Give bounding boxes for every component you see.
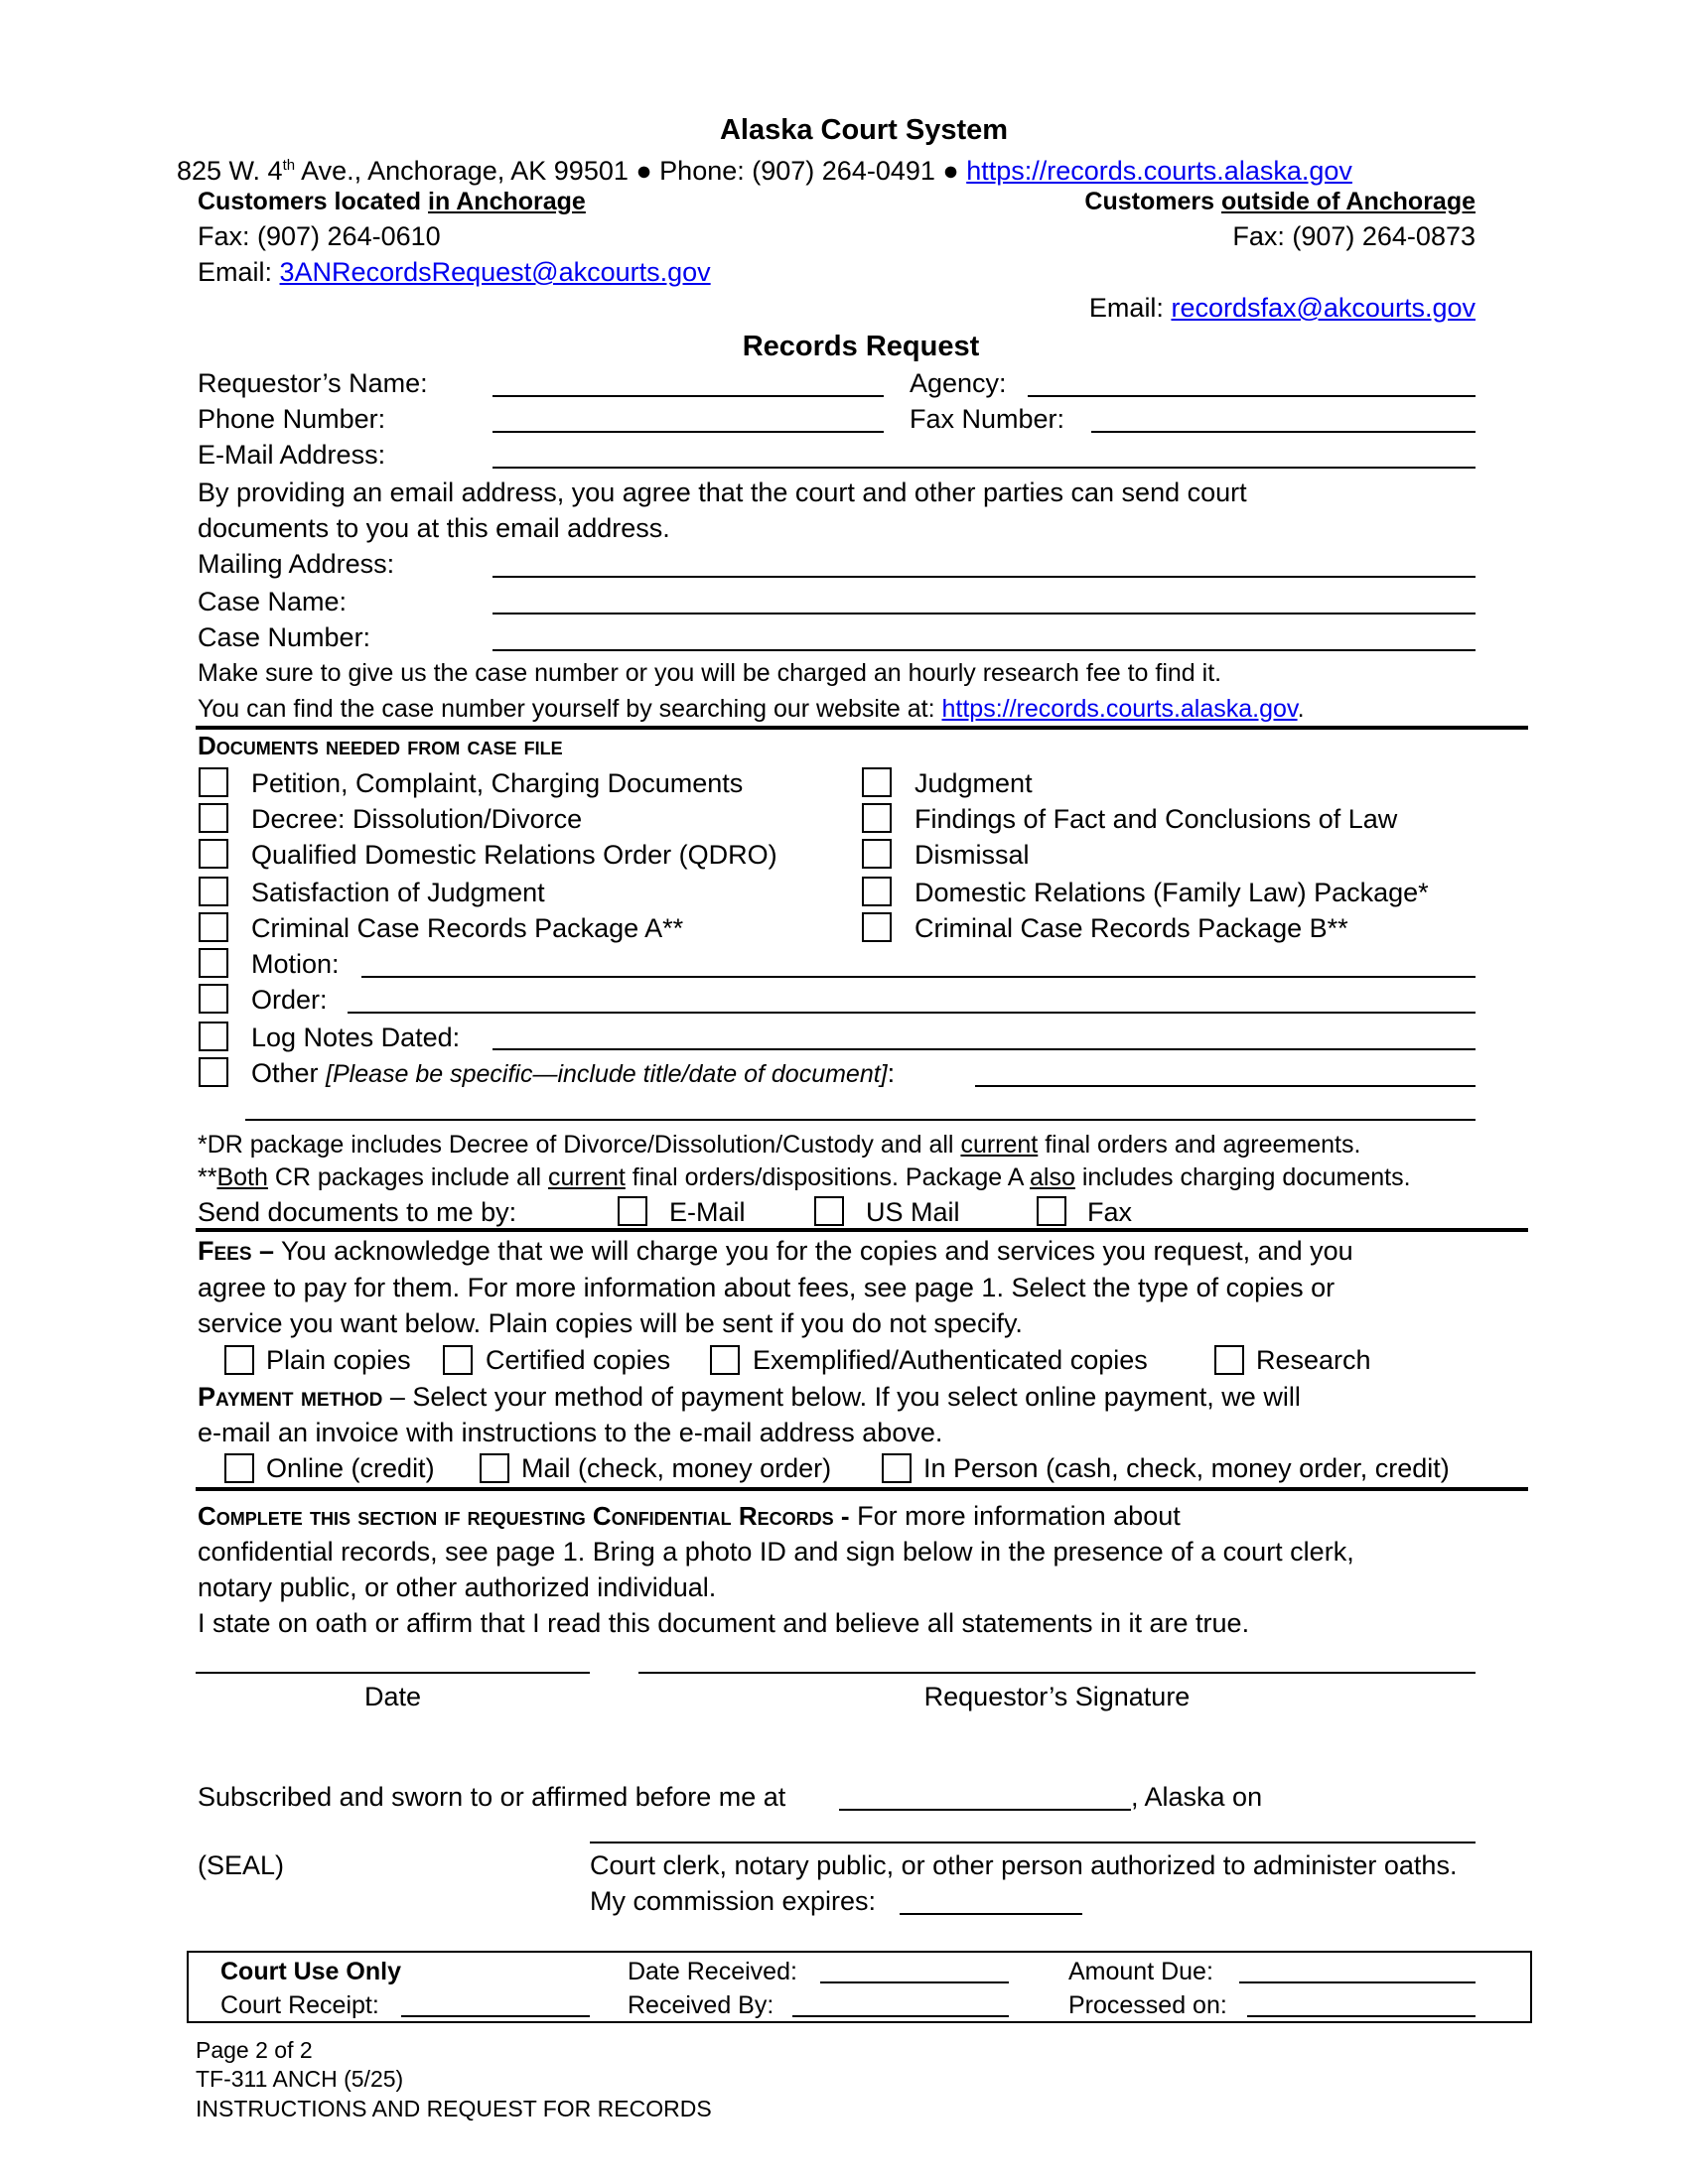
outside-fax: Fax: (907) 264-0873: [1232, 221, 1476, 251]
signature-label: Requestor’s Signature: [923, 1682, 1191, 1711]
exemplified-copies-label: Exemplified/Authenticated copies: [753, 1345, 1148, 1375]
address-line: [177, 149, 1352, 188]
anchorage-email-link[interactable]: 3ANRecordsRequest@akcourts.gov: [279, 257, 711, 287]
commission-field[interactable]: [900, 1913, 1082, 1915]
section-divider: [196, 1228, 1528, 1232]
commission-label: My commission expires:: [590, 1886, 877, 1916]
email-notice-2: documents to you at this email address.: [198, 513, 670, 543]
case-notice: Make sure to give us the case number or you will be charged an hourly research fee to find it.: [198, 659, 1222, 687]
satisfaction-label: Satisfaction of Judgment: [251, 878, 545, 907]
label-text: Customers located: [198, 188, 429, 215]
payment-text: – Select your method of payment below. If you select online payment, we will: [382, 1382, 1301, 1412]
other-field-continued[interactable]: [245, 1119, 1476, 1121]
form-title-footer: INSTRUCTIONS AND REQUEST FOR RECORDS: [196, 2096, 712, 2121]
page-number: Page 2 of 2: [196, 2037, 313, 2063]
mail-payment-label: Mail (check, money order): [521, 1453, 832, 1483]
cr-package-a-label: Criminal Case Records Package A**: [251, 913, 684, 943]
note-text: **: [198, 1163, 217, 1191]
note-underlined: current: [548, 1163, 626, 1191]
anchorage-email: [198, 255, 711, 289]
satisfaction-checkbox[interactable]: [199, 877, 228, 906]
log-notes-field[interactable]: [492, 1048, 1476, 1050]
research-label: Research: [1256, 1345, 1371, 1375]
requestor-name-field[interactable]: [492, 395, 884, 397]
petition-checkbox[interactable]: [199, 767, 228, 797]
address-text: 825 W. 4: [177, 156, 283, 186]
payment-text-2: e-mail an invoice with instructions to the e-mail address above.: [198, 1418, 943, 1447]
decree-checkbox[interactable]: [199, 803, 228, 833]
location-field[interactable]: [839, 1809, 1131, 1811]
court-receipt-label: Court Receipt:: [220, 1991, 379, 2019]
processed-on-label: Processed on:: [1068, 1991, 1227, 2019]
research-checkbox[interactable]: [1214, 1345, 1244, 1375]
form-id: TF-311 ANCH (5/25): [196, 2066, 404, 2092]
send-email-label: E-Mail: [669, 1197, 746, 1227]
qdro-checkbox[interactable]: [199, 839, 228, 869]
note-text: final orders/dispositions. Package A: [625, 1163, 1030, 1191]
email-notice: By providing an email address, you agree that the court and other parties can send court: [198, 478, 1247, 507]
dr-package-checkbox[interactable]: [862, 877, 892, 906]
outside-email: [1089, 291, 1476, 325]
mailing-label: Mailing Address:: [198, 549, 395, 579]
dr-package-note: [198, 1128, 1360, 1161]
online-payment-checkbox[interactable]: [224, 1453, 254, 1483]
case-name-label: Case Name:: [198, 587, 348, 616]
fees-text: You acknowledge that we will charge you for the copies and services you request, and you: [274, 1236, 1353, 1266]
payment-paragraph: [198, 1380, 1301, 1414]
signature-field[interactable]: [638, 1672, 1476, 1674]
confidential-text-3: notary public, or other authorized individual.: [198, 1572, 717, 1602]
cr-package-b-label: Criminal Case Records Package B**: [914, 913, 1348, 943]
motion-label: Motion:: [251, 949, 340, 979]
certified-copies-label: Certified copies: [486, 1345, 671, 1375]
judgment-label: Judgment: [914, 768, 1033, 798]
label-underlined: outside of Anchorage: [1220, 188, 1476, 215]
online-payment-label: Online (credit): [266, 1453, 435, 1483]
requestor-name-label: Requestor’s Name:: [198, 368, 428, 398]
processed-on-field[interactable]: [1247, 2015, 1476, 2017]
address-rest: Ave., Anchorage, AK 99501 ● Phone: (907) 264-0491 ●: [295, 156, 967, 186]
plain-copies-label: Plain copies: [266, 1345, 411, 1375]
exemplified-copies-checkbox[interactable]: [710, 1345, 740, 1375]
petition-label: Petition, Complaint, Charging Documents: [251, 768, 744, 798]
cr-package-b-checkbox[interactable]: [862, 912, 892, 942]
mail-payment-checkbox[interactable]: [480, 1453, 509, 1483]
note-text: includes charging documents.: [1074, 1163, 1411, 1191]
case-search-notice: [198, 692, 1305, 726]
date-label: Date: [363, 1682, 422, 1711]
case-name-field[interactable]: [492, 613, 1476, 614]
case-number-label: Case Number:: [198, 622, 371, 652]
decree-label: Decree: Dissolution/Divorce: [251, 804, 583, 834]
other-text: Other: [251, 1058, 327, 1088]
judgment-checkbox[interactable]: [862, 767, 892, 797]
dismissal-checkbox[interactable]: [862, 839, 892, 869]
received-by-field[interactable]: [792, 2015, 1009, 2017]
other-colon: :: [887, 1058, 896, 1088]
alaska-on-label: , Alaska on: [1131, 1782, 1263, 1812]
amount-due-label: Amount Due:: [1068, 1958, 1213, 1985]
address-sup: th: [282, 157, 296, 174]
agency-label: Agency:: [910, 368, 1007, 398]
received-by-label: Received By:: [628, 1991, 774, 2019]
oath-statement: I state on oath or affirm that I read this document and believe all statements in it are true.: [198, 1608, 1250, 1638]
other-field[interactable]: [975, 1085, 1476, 1087]
send-fax-label: Fax: [1087, 1197, 1133, 1227]
motion-field[interactable]: [361, 976, 1476, 978]
outside-email-link[interactable]: recordsfax@akcourts.gov: [1171, 293, 1476, 323]
note-underlined: also: [1030, 1163, 1075, 1191]
court-receipt-field[interactable]: [401, 2015, 590, 2017]
email-label: Email:: [198, 257, 280, 287]
dr-package-label: Domestic Relations (Family Law) Package*: [914, 878, 1429, 907]
order-checkbox[interactable]: [199, 984, 228, 1014]
in-person-payment-checkbox[interactable]: [882, 1453, 912, 1483]
fees-heading: Fees –: [198, 1236, 275, 1266]
clerk-signature-field[interactable]: [590, 1842, 1476, 1843]
send-mail-checkbox[interactable]: [814, 1196, 844, 1226]
fees-paragraph: [198, 1234, 1353, 1268]
outside-customers-label: [1084, 185, 1476, 218]
send-mail-label: US Mail: [866, 1197, 960, 1227]
log-notes-label: Log Notes Dated:: [251, 1023, 461, 1052]
case-number-field[interactable]: [492, 649, 1476, 651]
confidential-text-2: confidential records, see page 1. Bring a photo ID and sign below in the presence of a court clerk,: [198, 1537, 1354, 1567]
phone-label: Phone Number:: [198, 404, 386, 434]
date-received-label: Date Received:: [628, 1958, 797, 1985]
dismissal-label: Dismissal: [914, 840, 1030, 870]
other-hint: [Please be specific—include title/date of document]: [326, 1060, 888, 1088]
confidential-text: For more information about: [849, 1501, 1181, 1531]
fees-text-2: agree to pay for them. For more information about fees, see page 1. Select the type of copies or: [198, 1273, 1336, 1302]
note-underlined: current: [960, 1131, 1039, 1159]
form-title: Records Request: [742, 331, 980, 362]
email-label: E-Mail Address:: [198, 440, 386, 470]
mailing-field[interactable]: [492, 576, 1476, 578]
agency-field[interactable]: [1028, 395, 1476, 397]
website-link[interactable]: https://records.courts.alaska.gov: [966, 156, 1352, 186]
qdro-label: Qualified Domestic Relations Order (QDRO): [251, 840, 777, 870]
seal-label: (SEAL): [198, 1850, 285, 1880]
case-search-link[interactable]: https://records.courts.alaska.gov: [941, 695, 1298, 723]
phone-field[interactable]: [492, 431, 884, 433]
confidential-paragraph: [198, 1499, 1181, 1533]
documents-heading: Documents needed from case file: [198, 731, 563, 760]
payment-heading: Payment method: [198, 1382, 383, 1412]
cr-package-a-checkbox[interactable]: [199, 912, 228, 942]
order-label: Order:: [251, 985, 328, 1015]
in-person-payment-label: In Person (cash, check, money order, credit): [923, 1453, 1450, 1483]
certified-copies-checkbox[interactable]: [443, 1345, 473, 1375]
fax-field[interactable]: [1091, 431, 1476, 433]
date-field[interactable]: [196, 1672, 590, 1674]
label-text: Customers: [1084, 188, 1221, 215]
label-underlined: in Anchorage: [428, 188, 586, 215]
date-received-field[interactable]: [820, 1981, 1009, 1983]
email-label: Email:: [1088, 293, 1172, 323]
note-text: *DR package includes Decree of Divorce/Dissolution/Custody and all: [198, 1131, 961, 1159]
findings-label: Findings of Fact and Conclusions of Law: [914, 804, 1398, 834]
clerk-label: Court clerk, notary public, or other person authorized to administer oaths.: [590, 1850, 1458, 1880]
note-underlined: Both: [216, 1163, 268, 1191]
cr-package-note: [198, 1160, 1411, 1194]
note-text: CR packages include all: [267, 1163, 548, 1191]
court-use-heading: Court Use Only: [220, 1958, 401, 1985]
note-text: final orders and agreements.: [1038, 1131, 1361, 1159]
send-email-checkbox[interactable]: [618, 1196, 647, 1226]
send-fax-checkbox[interactable]: [1037, 1196, 1066, 1226]
anchorage-fax: Fax: (907) 264-0610: [198, 221, 441, 251]
org-title: Alaska Court System: [719, 114, 1009, 146]
other-label: [251, 1056, 895, 1091]
log-notes-checkbox[interactable]: [199, 1022, 228, 1051]
notice-end: .: [1297, 695, 1305, 723]
fees-text-3: service you want below. Plain copies will be sent if you do not specify.: [198, 1308, 1023, 1338]
subscribed-label: Subscribed and sworn to or affirmed before me at: [198, 1782, 786, 1812]
order-field[interactable]: [348, 1012, 1476, 1014]
fax-label: Fax Number:: [910, 404, 1065, 434]
notice-text: You can find the case number yourself by searching our website at:: [198, 695, 942, 723]
anchorage-customers-label: [198, 185, 586, 218]
other-checkbox[interactable]: [199, 1057, 228, 1087]
confidential-heading: Complete this section if requesting Confidential Records -: [198, 1501, 850, 1531]
findings-checkbox[interactable]: [862, 803, 892, 833]
section-divider: [196, 1487, 1528, 1491]
motion-checkbox[interactable]: [199, 948, 228, 978]
plain-copies-checkbox[interactable]: [224, 1345, 254, 1375]
amount-due-field[interactable]: [1239, 1981, 1476, 1983]
email-field[interactable]: [492, 467, 1476, 469]
send-by-label: Send documents to me by:: [198, 1197, 517, 1227]
